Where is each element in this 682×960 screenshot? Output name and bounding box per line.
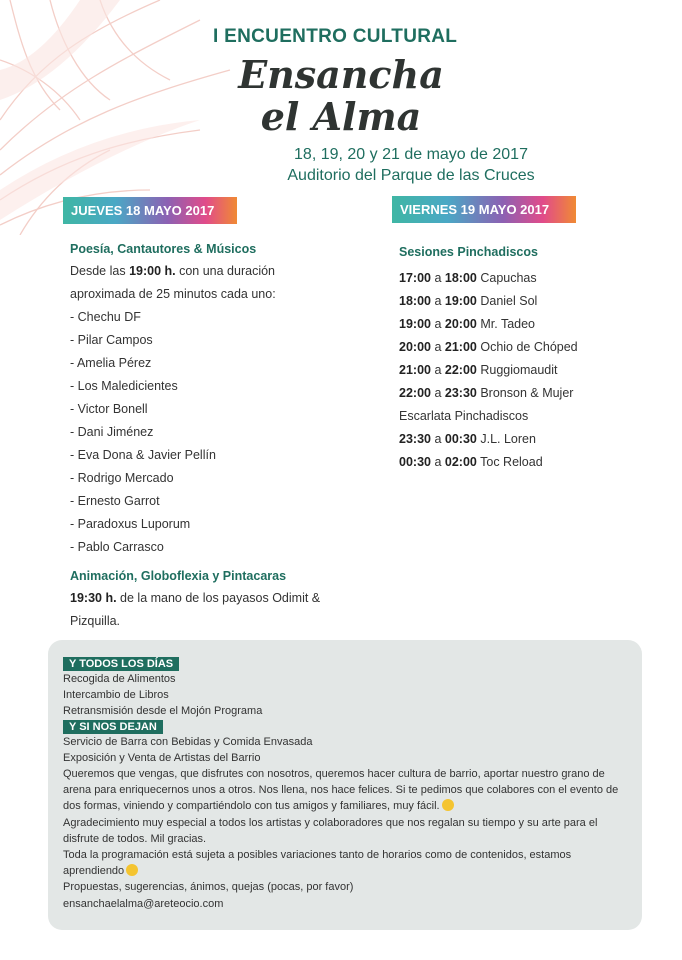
event-venue: Auditorio del Parque de las Cruces <box>287 167 535 184</box>
session-start: 18:00 <box>399 294 431 308</box>
contact-email[interactable]: ensanchaelalma@areteocio.com <box>63 897 224 910</box>
session-name: Ruggiomaudit <box>476 363 558 377</box>
friday-banner: VIERNES 19 MAYO 2017 <box>392 196 576 223</box>
session-name: Bronson & Mujer <box>476 386 574 400</box>
session-end: 23:30 <box>444 386 477 400</box>
session-end: 18:00 <box>444 271 477 285</box>
session-name: Ochio de Chóped <box>476 340 578 354</box>
session-start: 17:00 <box>399 271 431 285</box>
section-title-poetry: Poesía, Cantautores & Músicos <box>70 242 257 256</box>
artist-item: - Chechu DF <box>70 310 141 324</box>
animation-line <box>70 587 370 610</box>
session-sep: a <box>430 317 445 331</box>
artist-item: - Los Maledicientes <box>70 379 178 393</box>
intro-pre: Desde las <box>70 264 130 278</box>
daily-item: Retransmisión desde el Mojón Programa <box>63 705 263 718</box>
session-sep: a <box>430 363 445 377</box>
session-start: 20:00 <box>399 340 431 354</box>
event-title-line1: Ensancha <box>238 52 444 97</box>
session-item: Escarlata Pinchadiscos <box>399 409 529 423</box>
artist-item: - Amelia Pérez <box>70 356 152 370</box>
session-name: J.L. Loren <box>476 432 536 446</box>
event-eyebrow: I ENCUENTRO CULTURAL <box>213 26 458 47</box>
session-name: Mr. Tadeo <box>476 317 536 331</box>
info-box-content <box>63 657 633 912</box>
paragraph-invite <box>63 766 633 815</box>
daily-item: Recogida de Alimentos <box>63 673 176 685</box>
friday-program <box>399 243 659 474</box>
event-title-line2: el Alma <box>260 94 422 139</box>
artist-item: - Pablo Carrasco <box>70 540 164 554</box>
extra-item: Servicio de Barra con Bebidas y Comida Envasada <box>63 735 313 748</box>
session-item <box>399 451 659 474</box>
session-sep: a <box>430 271 445 285</box>
thursday-program <box>70 240 370 633</box>
tag-if-allowed: Y SI NOS DEJAN <box>63 720 163 734</box>
session-start: 19:00 <box>399 317 431 331</box>
session-end: 02:00 <box>444 455 477 469</box>
session-sep: a <box>430 455 445 469</box>
section-title-dj: Sesiones Pinchadiscos <box>399 245 538 259</box>
session-item <box>399 290 659 313</box>
session-start: 22:00 <box>399 386 431 400</box>
session-name: Toc Reload <box>476 455 543 469</box>
artist-item: - Rodrigo Mercado <box>70 471 174 485</box>
smiley-icon <box>126 864 138 876</box>
session-item <box>399 359 659 382</box>
artist-item: - Ernesto Garrot <box>70 494 160 508</box>
artist-item: - Pilar Campos <box>70 333 153 347</box>
session-start: 23:30 <box>399 432 431 446</box>
session-end: 20:00 <box>444 317 477 331</box>
session-end: 22:00 <box>444 363 477 377</box>
thursday-banner: JUEVES 18 MAYO 2017 <box>63 197 237 224</box>
paragraph-disclaimer <box>63 847 633 879</box>
session-end: 19:00 <box>444 294 477 308</box>
paragraph-invite-text: Queremos que vengas, que disfrutes con nosotros, queremos hacer cultura de barrio, aportar nuestro grano de arena para enriquecernos unos a otros. Nos llena, nos hace felices. Si te pedimos que colabores con el evento de dos formas, viniendo y compartiéndolo con tus amigos y familiares, muy fácil. <box>63 768 619 813</box>
extra-item: Exposición y Venta de Artistas del Barrio <box>63 751 261 764</box>
paragraph-disclaimer-text: Toda la programación está sujeta a posibles variaciones tanto de horarios como de contenidos, estamos aprendiendo <box>63 849 572 878</box>
session-item <box>399 267 659 290</box>
intro-time: 19:00 h. <box>129 264 176 278</box>
paragraph-thanks: Agradecimiento muy especial a todos los artistas y colaboradores que nos regalan su tiempo y su arte para el disfrute de todos. Mil gracias. <box>63 816 598 845</box>
session-end: 00:30 <box>444 432 477 446</box>
session-item <box>399 336 659 359</box>
session-item <box>399 382 659 405</box>
session-name: Capuchas <box>476 271 537 285</box>
artist-item: - Dani Jiménez <box>70 425 154 439</box>
session-start: 00:30 <box>399 455 431 469</box>
animation-time: 19:30 h. <box>70 591 117 605</box>
intro-line <box>70 260 370 283</box>
session-item <box>399 313 659 336</box>
session-item <box>399 428 659 451</box>
session-start: 21:00 <box>399 363 431 377</box>
session-sep: a <box>430 432 445 446</box>
daily-item: Intercambio de Libros <box>63 689 169 702</box>
session-sep: a <box>430 386 445 400</box>
artist-item: - Eva Dona & Javier Pellín <box>70 448 216 462</box>
session-name: Daniel Sol <box>476 294 538 308</box>
session-sep: a <box>430 294 445 308</box>
tag-every-day: Y TODOS LOS DÍAS <box>63 657 179 671</box>
paragraph-feedback: Propuestas, sugerencias, ánimos, quejas (pocas, por favor) <box>63 881 354 894</box>
info-box <box>48 640 642 930</box>
session-sep: a <box>430 340 445 354</box>
artist-item: - Paradoxus Luporum <box>70 517 191 531</box>
intro-line-2: aproximada de 25 minutos cada uno: <box>70 287 276 301</box>
event-dates: 18, 19, 20 y 21 de mayo de 2017 <box>294 146 528 163</box>
intro-post: con una duración <box>175 264 276 278</box>
artist-item: - Victor Bonell <box>70 402 148 416</box>
session-end: 21:00 <box>444 340 477 354</box>
section-title-animation: Animación, Globoflexia y Pintacaras <box>70 569 287 583</box>
animation-text: de la mano de los payasos Odimit & <box>116 591 321 605</box>
animation-line-2: Pizquilla. <box>70 614 121 628</box>
smiley-icon <box>442 799 454 811</box>
